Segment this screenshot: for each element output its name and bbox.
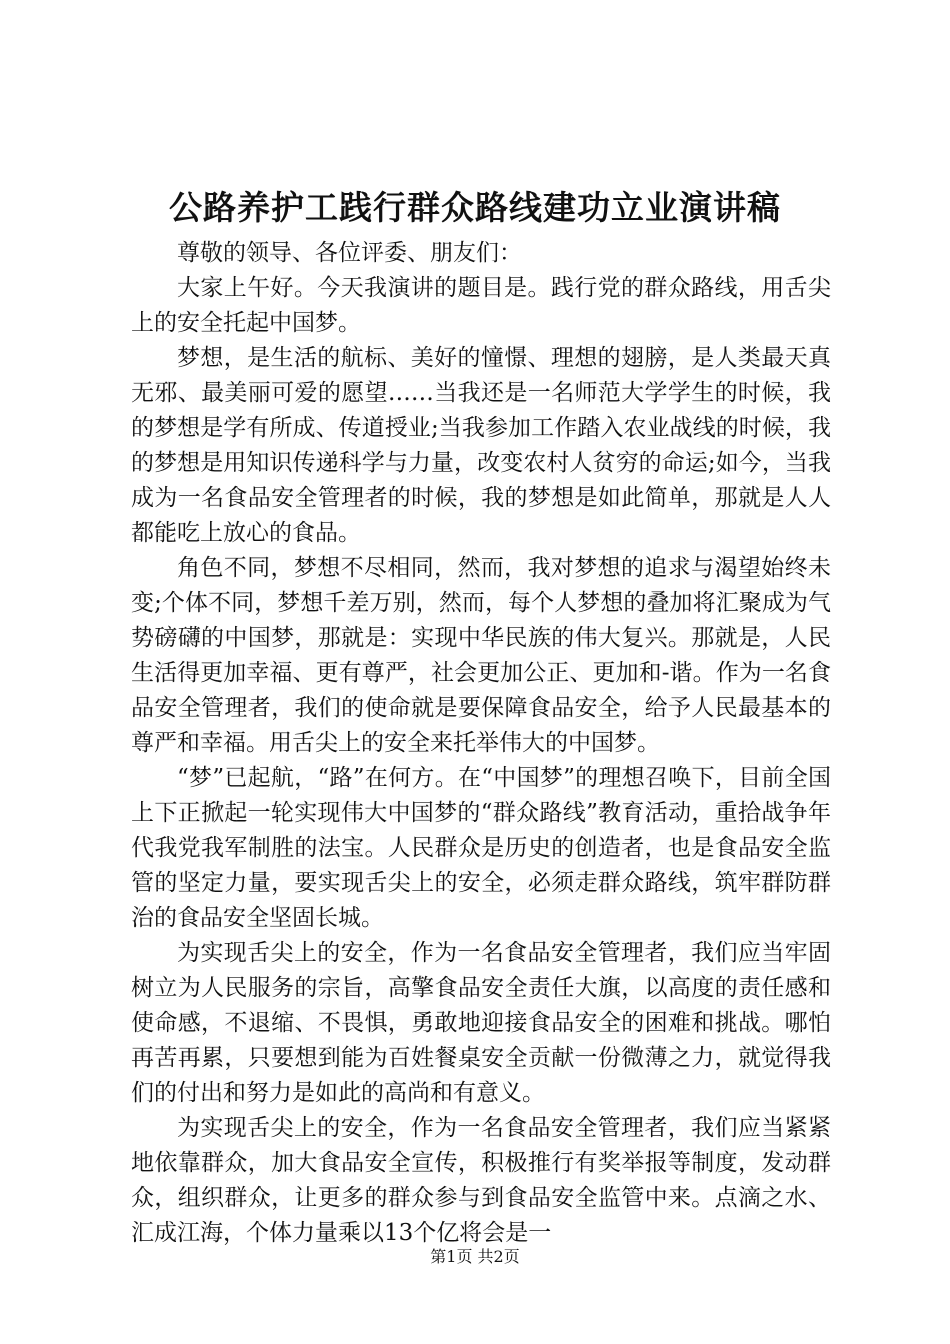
salutation-paragraph: 尊敬的领导、各位评委、朋友们： [177, 240, 522, 266]
body-paragraph: 为实现舌尖上的安全，作为一名食品安全管理者，我们应当紧紧地依靠群众，加大食品安全宣传，积极推行有奖举报等制度，发动群众，组织群众，让更多的群众参与到食品安全监管中来。点滴之水、汇成江海，个体力量乘以13个亿将会是一 [131, 1115, 831, 1246]
document-title: 公路养护工践行群众路线建功立业演讲稿 [169, 188, 781, 227]
document-body [131, 236, 831, 1251]
body-paragraph: 大家上午好。今天我演讲的题目是。践行党的群众路线，用舌尖上的安全托起中国梦。 [131, 275, 831, 336]
body-paragraph: “梦”已起航，“路”在何方。在“中国梦”的理想召唤下，目前全国上下正掀起一轮实现伟大中国梦的“群众路线”教育活动，重拾战争年代我党我军制胜的法宝。人民群众是历史的创造者，也是食品安全监管的坚定力量，要实现舌尖上的安全，必须走群众路线，筑牢群防群治的食品安全坚固长城。 [131, 765, 831, 931]
body-paragraph: 角色不同，梦想不尽相同，然而，我对梦想的追求与渴望始终未变;个体不同，梦想千差万别，然而，每个人梦想的叠加将汇聚成为气势磅礴的中国梦，那就是：实现中华民族的伟大复兴。那就是，人民生活得更加幸福、更有尊严，社会更加公正、更加和-谐。作为一名食品安全管理者，我们的使命就是要保障食品安全，给予人民最基本的尊严和幸福。用舌尖上的安全来托举伟大的中国梦。 [131, 555, 831, 756]
body-paragraph: 梦想，是生活的航标、美好的憧憬、理想的翅膀，是人类最天真无邪、最美丽可爱的愿望……当我还是一名师范大学学生的时候，我的梦想是学有所成、传道授业;当我参加工作踏入农业战线的时候，我的梦想是用知识传递科学与力量，改变农村人贫穷的命运;如今，当我成为一名食品安全管理者的时候，我的梦想是如此简单，那就是人人都能吃上放心的食品。 [131, 345, 831, 546]
body-paragraph: 为实现舌尖上的安全，作为一名食品安全管理者，我们应当牢固树立为人民服务的宗旨，高擎食品安全责任大旗，以高度的责任感和使命感，不退缩、不畏惧，勇敢地迎接食品安全的困难和挑战。哪怕再苦再累，只要想到能为百姓餐桌安全贡献一份微薄之力，就觉得我们的付出和努力是如此的高尚和有意义。 [131, 940, 831, 1106]
page-number-footer: 第1页 共2页 [430, 1247, 520, 1266]
